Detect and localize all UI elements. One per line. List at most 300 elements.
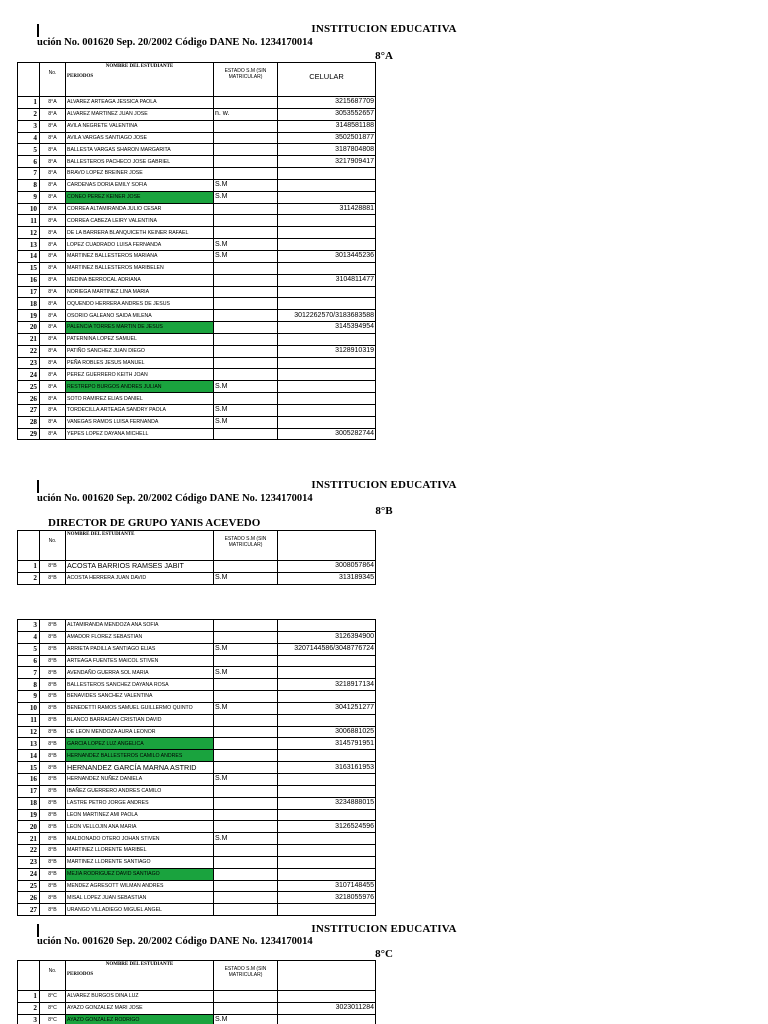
student-row (18, 809, 376, 821)
student-name: AVILA NEGRETE VALENTINA (66, 120, 214, 132)
name-header-text: NOMBRE DEL ESTUDIANTE (105, 64, 174, 69)
status-cell (214, 880, 278, 892)
student-row (18, 643, 376, 655)
periods-header-text: PERIODOS (67, 972, 94, 977)
student-name: YEPES LOPEZ DAYANA MICHELL (66, 428, 214, 440)
student-row (18, 310, 376, 322)
status-cell (214, 904, 278, 916)
row-number: 15 (18, 262, 40, 274)
student-row (18, 904, 376, 916)
student-name: BALLESTEROS SANCHEZ DAYANA ROSA (66, 679, 214, 691)
student-row (18, 416, 376, 428)
student-name: LEON MARTINEZ AMI PAOLA (66, 809, 214, 821)
group-cell: 8°A (40, 357, 66, 369)
phone-cell: 3126524596 (278, 821, 376, 833)
group-cell: 8°B (40, 797, 66, 809)
student-name: VANEGAS RAMOS LUISA FERNANDA (66, 416, 214, 428)
group-title: 8°C (375, 948, 393, 960)
row-number: 24 (18, 868, 40, 880)
status-cell: S.M (214, 702, 278, 714)
phone-cell (278, 785, 376, 797)
student-name: CONEO PEREZ KEINER JOSE (66, 191, 214, 203)
phone-cell: 3008057864 (278, 561, 376, 573)
row-number: 19 (18, 310, 40, 322)
phone-cell (278, 868, 376, 880)
student-row (18, 833, 376, 845)
row-number: 10 (18, 203, 40, 215)
status-cell (214, 1002, 278, 1014)
phone-cell (278, 357, 376, 369)
column-header-name (66, 63, 214, 97)
group-cell: 8°B (40, 714, 66, 726)
student-name: MARTINEZ BALLESTEROS MARIANA (66, 250, 214, 262)
student-name: BRAVO LOPEZ BREINER JOSE (66, 168, 214, 180)
student-name: MEDINA BERROCAL ADRIANA (66, 274, 214, 286)
student-name: MARTINEZ LLORENTE SANTIAGO (66, 856, 214, 868)
phone-cell: 3207144586/3048776724 (278, 643, 376, 655)
row-number: 16 (18, 773, 40, 785)
student-row (18, 821, 376, 833)
student-name: MISAL LOPEZ JUAN SEBASTIAN (66, 892, 214, 904)
student-row (18, 262, 376, 274)
status-cell (214, 298, 278, 310)
empty-header-cell (18, 63, 40, 97)
group-cell: 8°B (40, 904, 66, 916)
student-name: ACOSTA BARRIOS RAMSES JABIT (66, 561, 214, 573)
status-cell (214, 845, 278, 857)
student-row (18, 215, 376, 227)
row-number: 10 (18, 702, 40, 714)
status-cell (214, 762, 278, 774)
phone-cell (278, 856, 376, 868)
student-name: CORREA CABEZA LEIRY VALENTINA (66, 215, 214, 227)
student-name: BALLESTA VARGAS SHARON MARGARITA (66, 144, 214, 156)
group-cell: 8°B (40, 833, 66, 845)
student-row (18, 561, 376, 573)
column-header-no: No. (40, 961, 66, 991)
group-cell: 8°B (40, 655, 66, 667)
status-cell (214, 227, 278, 239)
group-cell: 8°A (40, 215, 66, 227)
student-row (18, 1014, 376, 1024)
phone-cell: 3013445236 (278, 250, 376, 262)
student-name: RESTREPO BURGOS ANDRES JULIAN (66, 381, 214, 393)
student-row (18, 797, 376, 809)
status-cell (214, 156, 278, 168)
column-header-no: No. (40, 63, 66, 97)
row-number: 7 (18, 168, 40, 180)
status-cell (214, 168, 278, 180)
student-name: LEON VELLOJIN ANA MARIA (66, 821, 214, 833)
group-cell: 8°B (40, 868, 66, 880)
student-row (18, 845, 376, 857)
row-number: 5 (18, 144, 40, 156)
group-cell: 8°A (40, 191, 66, 203)
phone-cell: 3107148455 (278, 880, 376, 892)
group-cell: 8°B (40, 691, 66, 703)
student-row (18, 120, 376, 132)
student-name: MENDEZ AGRESOTT WILMAN ANDRES (66, 880, 214, 892)
group-cell: 8°B (40, 750, 66, 762)
phone-cell (278, 833, 376, 845)
group-cell: 8°C (40, 1002, 66, 1014)
section-header-8c (0, 922, 768, 960)
group-cell: 8°A (40, 310, 66, 322)
row-number: 22 (18, 845, 40, 857)
status-cell (214, 215, 278, 227)
status-cell (214, 357, 278, 369)
student-row (18, 631, 376, 643)
status-cell (214, 393, 278, 405)
phone-cell (278, 262, 376, 274)
group-cell: 8°A (40, 333, 66, 345)
student-row (18, 298, 376, 310)
phone-cell (278, 239, 376, 251)
status-cell: S.M (214, 381, 278, 393)
status-cell (214, 274, 278, 286)
phone-cell: 3217909417 (278, 156, 376, 168)
group-cell: 8°A (40, 144, 66, 156)
group-cell: 8°B (40, 762, 66, 774)
student-name: AYAZO GONZALEZ MARI JOSE (66, 1002, 214, 1014)
student-name: BALLESTEROS PACHECO JOSE GABRIEL (66, 156, 214, 168)
row-number: 11 (18, 714, 40, 726)
student-row (18, 738, 376, 750)
student-row (18, 156, 376, 168)
row-number: 13 (18, 738, 40, 750)
row-number: 23 (18, 357, 40, 369)
name-header-text: NOMBRE DEL ESTUDIANTE (105, 962, 174, 967)
group-cell: 8°B (40, 643, 66, 655)
phone-cell: 3126394900 (278, 631, 376, 643)
student-name: AVENDAÑO GUERRA SOL MARIA (66, 667, 214, 679)
status-cell (214, 691, 278, 703)
student-name: TORDECILLA ARTEAGA SANDRY PAOLA (66, 404, 214, 416)
status-cell (214, 856, 278, 868)
phone-cell (278, 416, 376, 428)
group-cell: 8°A (40, 168, 66, 180)
student-row (18, 750, 376, 762)
status-cell (214, 785, 278, 797)
row-number: 6 (18, 655, 40, 667)
group-cell: 8°C (40, 1014, 66, 1024)
empty-header-cell (18, 531, 40, 561)
student-row (18, 404, 376, 416)
group-cell: 8°B (40, 572, 66, 584)
phone-cell (278, 168, 376, 180)
phone-cell: 3163161953 (278, 762, 376, 774)
group-cell: 8°B (40, 773, 66, 785)
table-body-8c (18, 991, 376, 1024)
student-table-8c (17, 960, 376, 1024)
group-cell: 8°B (40, 856, 66, 868)
resolution-line: ución No. 001620 Sep. 20/2002 Código DANE No. 1234170014 (37, 936, 313, 947)
student-row (18, 274, 376, 286)
student-name: GARCIA LOPEZ LUZ ANGELICA (66, 738, 214, 750)
table-body-8a (18, 97, 376, 440)
row-number: 27 (18, 904, 40, 916)
row-number: 8 (18, 179, 40, 191)
status-cell: S.M (214, 191, 278, 203)
phone-cell (278, 714, 376, 726)
group-cell: 8°B (40, 785, 66, 797)
status-cell (214, 132, 278, 144)
status-cell: S.M (214, 250, 278, 262)
student-row (18, 322, 376, 334)
student-row (18, 97, 376, 109)
phone-cell: 3053552657 (278, 108, 376, 120)
phone-cell (278, 404, 376, 416)
group-cell: 8°A (40, 404, 66, 416)
student-name: AVILA VARGAS SANTIAGO JOSE (66, 132, 214, 144)
group-cell: 8°A (40, 322, 66, 334)
phone-cell (278, 845, 376, 857)
student-name: LOPEZ CUADRADO LUISA FERNANDA (66, 239, 214, 251)
row-number: 2 (18, 1002, 40, 1014)
group-cell: 8°A (40, 381, 66, 393)
student-row (18, 655, 376, 667)
row-number: 14 (18, 250, 40, 262)
row-number: 29 (18, 428, 40, 440)
column-header-name (66, 531, 214, 561)
group-cell: 8°B (40, 561, 66, 573)
phone-cell (278, 298, 376, 310)
student-name: SOTO RAMIREZ ELIAS DANIEL (66, 393, 214, 405)
student-name: AYAZO GONZALEZ RODRIGO (66, 1014, 214, 1024)
row-number: 5 (18, 643, 40, 655)
row-number: 24 (18, 369, 40, 381)
group-director: DIRECTOR DE GRUPO YANIS ACEVEDO (48, 517, 261, 529)
phone-cell: 3218917134 (278, 679, 376, 691)
student-name: ARTEAGA FUENTES MAICOL STIVEN (66, 655, 214, 667)
status-cell (214, 120, 278, 132)
phone-cell: 3148581188 (278, 120, 376, 132)
row-number: 9 (18, 191, 40, 203)
student-name: HERNANDEZ GARCÍA MARNA ASTRID (66, 762, 214, 774)
student-name: NORIEGA MARTINEZ LINA MARIA (66, 286, 214, 298)
student-row (18, 108, 376, 120)
phone-cell: 313189345 (278, 572, 376, 584)
status-cell (214, 821, 278, 833)
status-cell (214, 310, 278, 322)
phone-cell: 3006881025 (278, 726, 376, 738)
row-number: 12 (18, 726, 40, 738)
phone-cell (278, 369, 376, 381)
group-cell: 8°B (40, 809, 66, 821)
section-header-8a (0, 22, 768, 62)
phone-cell (278, 215, 376, 227)
group-cell: 8°B (40, 679, 66, 691)
phone-cell (278, 393, 376, 405)
row-number: 4 (18, 132, 40, 144)
status-cell (214, 322, 278, 334)
status-cell: S.M (214, 572, 278, 584)
phone-cell: 3502501877 (278, 132, 376, 144)
student-row (18, 572, 376, 584)
row-number: 2 (18, 108, 40, 120)
group-cell: 8°A (40, 97, 66, 109)
row-number: 2 (18, 572, 40, 584)
student-table-8b (17, 530, 376, 585)
status-cell (214, 561, 278, 573)
student-row (18, 892, 376, 904)
student-row (18, 726, 376, 738)
student-name: HERNANDEZ NUÑEZ DANIELA (66, 773, 214, 785)
group-cell: 8°B (40, 880, 66, 892)
phone-cell: 3005282744 (278, 428, 376, 440)
row-number: 21 (18, 333, 40, 345)
phone-cell: 3218055976 (278, 892, 376, 904)
phone-cell: 3145394954 (278, 322, 376, 334)
student-name: BENEDETTI RAMOS SAMUEL GUILLERMO QUINTO (66, 702, 214, 714)
status-cell: S.M (214, 1014, 278, 1024)
row-number: 25 (18, 880, 40, 892)
group-cell: 8°B (40, 726, 66, 738)
status-cell: S.M (214, 773, 278, 785)
group-cell: 8°C (40, 991, 66, 1003)
row-number: 16 (18, 274, 40, 286)
student-row (18, 333, 376, 345)
group-cell: 8°B (40, 892, 66, 904)
institution-title: INSTITUCION EDUCATIVA (311, 479, 457, 491)
table-header-row (18, 961, 376, 991)
status-cell (214, 345, 278, 357)
group-cell: 8°A (40, 179, 66, 191)
row-number: 3 (18, 120, 40, 132)
phone-cell: 3023011284 (278, 1002, 376, 1014)
group-cell: 8°A (40, 227, 66, 239)
status-cell: S.M (214, 833, 278, 845)
student-name: MARTINEZ BALLESTEROS MARIBELEN (66, 262, 214, 274)
student-row (18, 239, 376, 251)
phone-cell (278, 381, 376, 393)
phone-cell: 3145791951 (278, 738, 376, 750)
row-number: 20 (18, 322, 40, 334)
phone-cell (278, 227, 376, 239)
group-cell: 8°A (40, 298, 66, 310)
table-header-row (18, 63, 376, 97)
column-header-phone-empty (278, 961, 376, 991)
phone-cell: 3104811477 (278, 274, 376, 286)
student-table-8b-continued (17, 619, 376, 916)
row-number: 4 (18, 631, 40, 643)
phone-cell: 311428881 (278, 203, 376, 215)
status-cell: S.M (214, 179, 278, 191)
student-row (18, 227, 376, 239)
student-row (18, 1002, 376, 1014)
row-number: 18 (18, 298, 40, 310)
student-row (18, 191, 376, 203)
student-row (18, 702, 376, 714)
status-cell (214, 203, 278, 215)
row-number: 3 (18, 1014, 40, 1024)
student-name: DE LEON MENDOZA AURA LEONOR (66, 726, 214, 738)
student-row (18, 179, 376, 191)
student-name: PEREZ GUERRERO KEITH JOAN (66, 369, 214, 381)
group-cell: 8°A (40, 108, 66, 120)
column-header-phone: CELULAR (278, 63, 376, 97)
row-number: 21 (18, 833, 40, 845)
row-number: 26 (18, 393, 40, 405)
empty-header-cell (18, 961, 40, 991)
row-number: 12 (18, 227, 40, 239)
student-row (18, 856, 376, 868)
student-row (18, 286, 376, 298)
phone-cell: 3041251277 (278, 702, 376, 714)
status-cell (214, 620, 278, 632)
student-row (18, 785, 376, 797)
row-number: 26 (18, 892, 40, 904)
student-name: ALVAREZ BURGOS DINA LUZ (66, 991, 214, 1003)
student-row (18, 357, 376, 369)
group-title: 8°A (375, 50, 393, 62)
student-name: ARRIETA PADILLA SANTIAGO ELIAS (66, 643, 214, 655)
status-cell (214, 631, 278, 643)
status-cell (214, 809, 278, 821)
student-table-8a (17, 62, 376, 440)
group-cell: 8°A (40, 120, 66, 132)
status-cell: S.M (214, 404, 278, 416)
column-header-no: No. (40, 531, 66, 561)
row-number: 20 (18, 821, 40, 833)
student-name: ALVAREZ MARTINEZ JUAN JOSE (66, 108, 214, 120)
institution-title: INSTITUCION EDUCATIVA (311, 23, 457, 35)
phone-cell (278, 179, 376, 191)
resolution-line: ución No. 001620 Sep. 20/2002 Código DANE No. 1234170014 (37, 493, 313, 504)
student-name: DE LA BARRERA BLANQUICETH KEINER RAFAEL (66, 227, 214, 239)
row-number: 18 (18, 797, 40, 809)
student-name: OQUENDO HERRERA ANDRES DE JESUS (66, 298, 214, 310)
phone-cell (278, 904, 376, 916)
phone-cell: 3215687709 (278, 97, 376, 109)
row-number: 17 (18, 785, 40, 797)
table-body-8b-part1 (18, 561, 376, 585)
student-row (18, 679, 376, 691)
student-name: ALTAMIRANDA MENDOZA ANA SOFIA (66, 620, 214, 632)
row-number: 9 (18, 691, 40, 703)
status-cell: S.M (214, 239, 278, 251)
group-cell: 8°A (40, 132, 66, 144)
group-cell: 8°B (40, 631, 66, 643)
row-number: 28 (18, 416, 40, 428)
group-cell: 8°A (40, 345, 66, 357)
status-cell (214, 726, 278, 738)
phone-cell (278, 655, 376, 667)
row-number: 11 (18, 215, 40, 227)
student-row (18, 203, 376, 215)
student-name: IBAÑEZ GUERRERO ANDRES CAMILO (66, 785, 214, 797)
student-row (18, 620, 376, 632)
row-number: 6 (18, 156, 40, 168)
institution-title: INSTITUCION EDUCATIVA (311, 923, 457, 935)
group-cell: 8°A (40, 369, 66, 381)
student-name: PATIÑO SANCHEZ JUAN DIEGO (66, 345, 214, 357)
phone-cell (278, 991, 376, 1003)
phone-cell (278, 773, 376, 785)
student-row (18, 168, 376, 180)
status-cell: S.M (214, 667, 278, 679)
phone-cell: 3187804808 (278, 144, 376, 156)
status-cell (214, 797, 278, 809)
student-name: CORREA ALTAMIRANDA JULIO CESAR (66, 203, 214, 215)
student-row (18, 381, 376, 393)
row-number: 7 (18, 667, 40, 679)
row-number: 19 (18, 809, 40, 821)
group-cell: 8°B (40, 702, 66, 714)
student-row (18, 428, 376, 440)
row-number: 25 (18, 381, 40, 393)
name-header-text: NOMBRE DEL ESTUDIANTE (67, 532, 135, 537)
